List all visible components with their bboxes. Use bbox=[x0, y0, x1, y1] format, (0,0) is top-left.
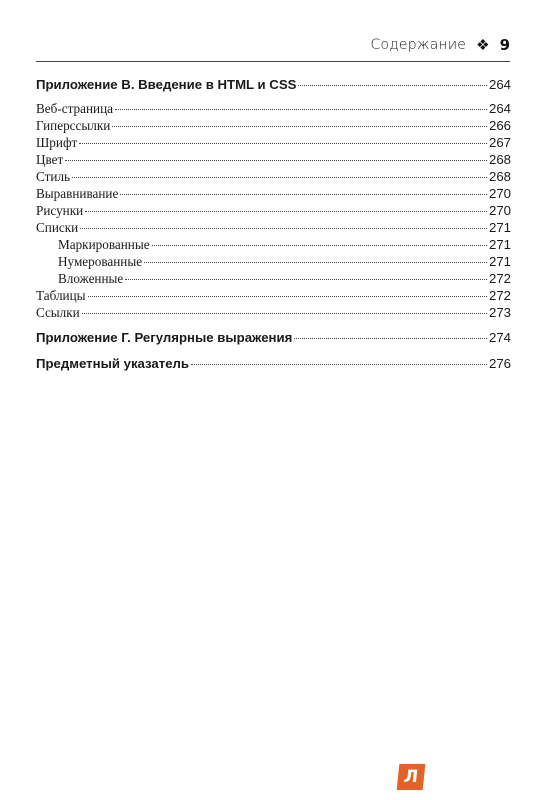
toc-chapter-entry[interactable] bbox=[36, 76, 511, 94]
toc-entry-label: Таблицы bbox=[36, 288, 86, 303]
toc-entry-page: 266 bbox=[488, 118, 511, 133]
dot-leader bbox=[112, 126, 487, 127]
toc-entry-label: Нумерованные bbox=[58, 254, 143, 269]
dot-leader bbox=[294, 338, 487, 339]
toc-entry-label: Списки bbox=[36, 220, 79, 235]
dot-leader bbox=[82, 313, 487, 314]
toc-entry-label: Маркированные bbox=[58, 237, 150, 252]
toc-entry[interactable] bbox=[36, 117, 511, 134]
toc-entry[interactable] bbox=[36, 185, 511, 202]
dot-leader bbox=[80, 228, 487, 229]
toc-chapter-entry[interactable] bbox=[36, 355, 511, 373]
toc-entry-label: Приложение Г. Регулярные выражения bbox=[36, 330, 293, 345]
toc-entry-page: 267 bbox=[488, 135, 511, 150]
toc-entry-label: Выравнивание bbox=[36, 186, 119, 201]
dot-leader bbox=[72, 177, 487, 178]
toc-entry-page: 271 bbox=[488, 220, 511, 235]
toc-chapter-entry[interactable] bbox=[36, 329, 511, 347]
toc-entry-label: Шрифт bbox=[36, 135, 78, 150]
toc-entry-page: 268 bbox=[488, 169, 511, 184]
logo-letter: Л bbox=[402, 767, 420, 787]
toc-entry-page: 276 bbox=[488, 356, 511, 371]
toc-entry-page: 268 bbox=[488, 152, 511, 167]
dot-leader bbox=[115, 109, 487, 110]
toc-entry-page: 272 bbox=[488, 271, 511, 286]
toc-entry[interactable] bbox=[36, 236, 511, 253]
toc-entry-label: Веб-страница bbox=[36, 101, 114, 116]
toc-entry[interactable] bbox=[36, 202, 511, 219]
toc-entry-page: 270 bbox=[488, 203, 511, 218]
toc-entry-page: 264 bbox=[488, 101, 511, 116]
toc-entry-label: Рисунки bbox=[36, 203, 84, 218]
toc-entry[interactable] bbox=[36, 270, 511, 287]
toc-entry-label: Цвет bbox=[36, 152, 64, 167]
toc-entry-label: Ссылки bbox=[36, 305, 80, 320]
header-page-number: 9 bbox=[499, 36, 510, 54]
dot-leader bbox=[125, 279, 487, 280]
dot-leader bbox=[79, 143, 487, 144]
toc-entry[interactable] bbox=[36, 287, 511, 304]
toc-entry-label: Приложение В. Введение в HTML и CSS bbox=[36, 77, 297, 92]
toc-entry[interactable] bbox=[36, 134, 511, 151]
dot-leader bbox=[298, 85, 487, 86]
dot-leader bbox=[144, 262, 487, 263]
header-rule bbox=[36, 61, 510, 62]
toc-entry-label: Стиль bbox=[36, 169, 71, 184]
publisher-logo-icon bbox=[397, 764, 426, 790]
toc-entry-page: 271 bbox=[488, 254, 511, 269]
toc-entry-label: Предметный указатель bbox=[36, 356, 190, 371]
toc-entry-label: Вложенные bbox=[58, 271, 124, 286]
table-of-contents bbox=[36, 76, 511, 373]
toc-entry[interactable] bbox=[36, 253, 511, 270]
dot-leader bbox=[88, 296, 487, 297]
toc-entry[interactable] bbox=[36, 168, 511, 185]
toc-entry-page: 274 bbox=[488, 330, 511, 345]
toc-entry[interactable] bbox=[36, 304, 511, 321]
toc-entry[interactable] bbox=[36, 219, 511, 236]
toc-entry-page: 271 bbox=[488, 237, 511, 252]
toc-entry-label: Гиперссылки bbox=[36, 118, 111, 133]
dot-leader bbox=[152, 245, 487, 246]
dot-leader bbox=[65, 160, 487, 161]
toc-entry-page: 272 bbox=[488, 288, 511, 303]
dot-leader bbox=[191, 364, 487, 365]
toc-entry[interactable] bbox=[36, 100, 511, 117]
toc-entry-page: 270 bbox=[488, 186, 511, 201]
dot-leader bbox=[85, 211, 487, 212]
header-title: Содержание bbox=[370, 37, 467, 53]
ornament-icon: ❖ bbox=[476, 37, 490, 54]
dot-leader bbox=[120, 194, 487, 195]
toc-entry-page: 273 bbox=[488, 305, 511, 320]
running-header bbox=[36, 34, 510, 56]
toc-entry[interactable] bbox=[36, 151, 511, 168]
toc-entry-page: 264 bbox=[488, 77, 511, 92]
